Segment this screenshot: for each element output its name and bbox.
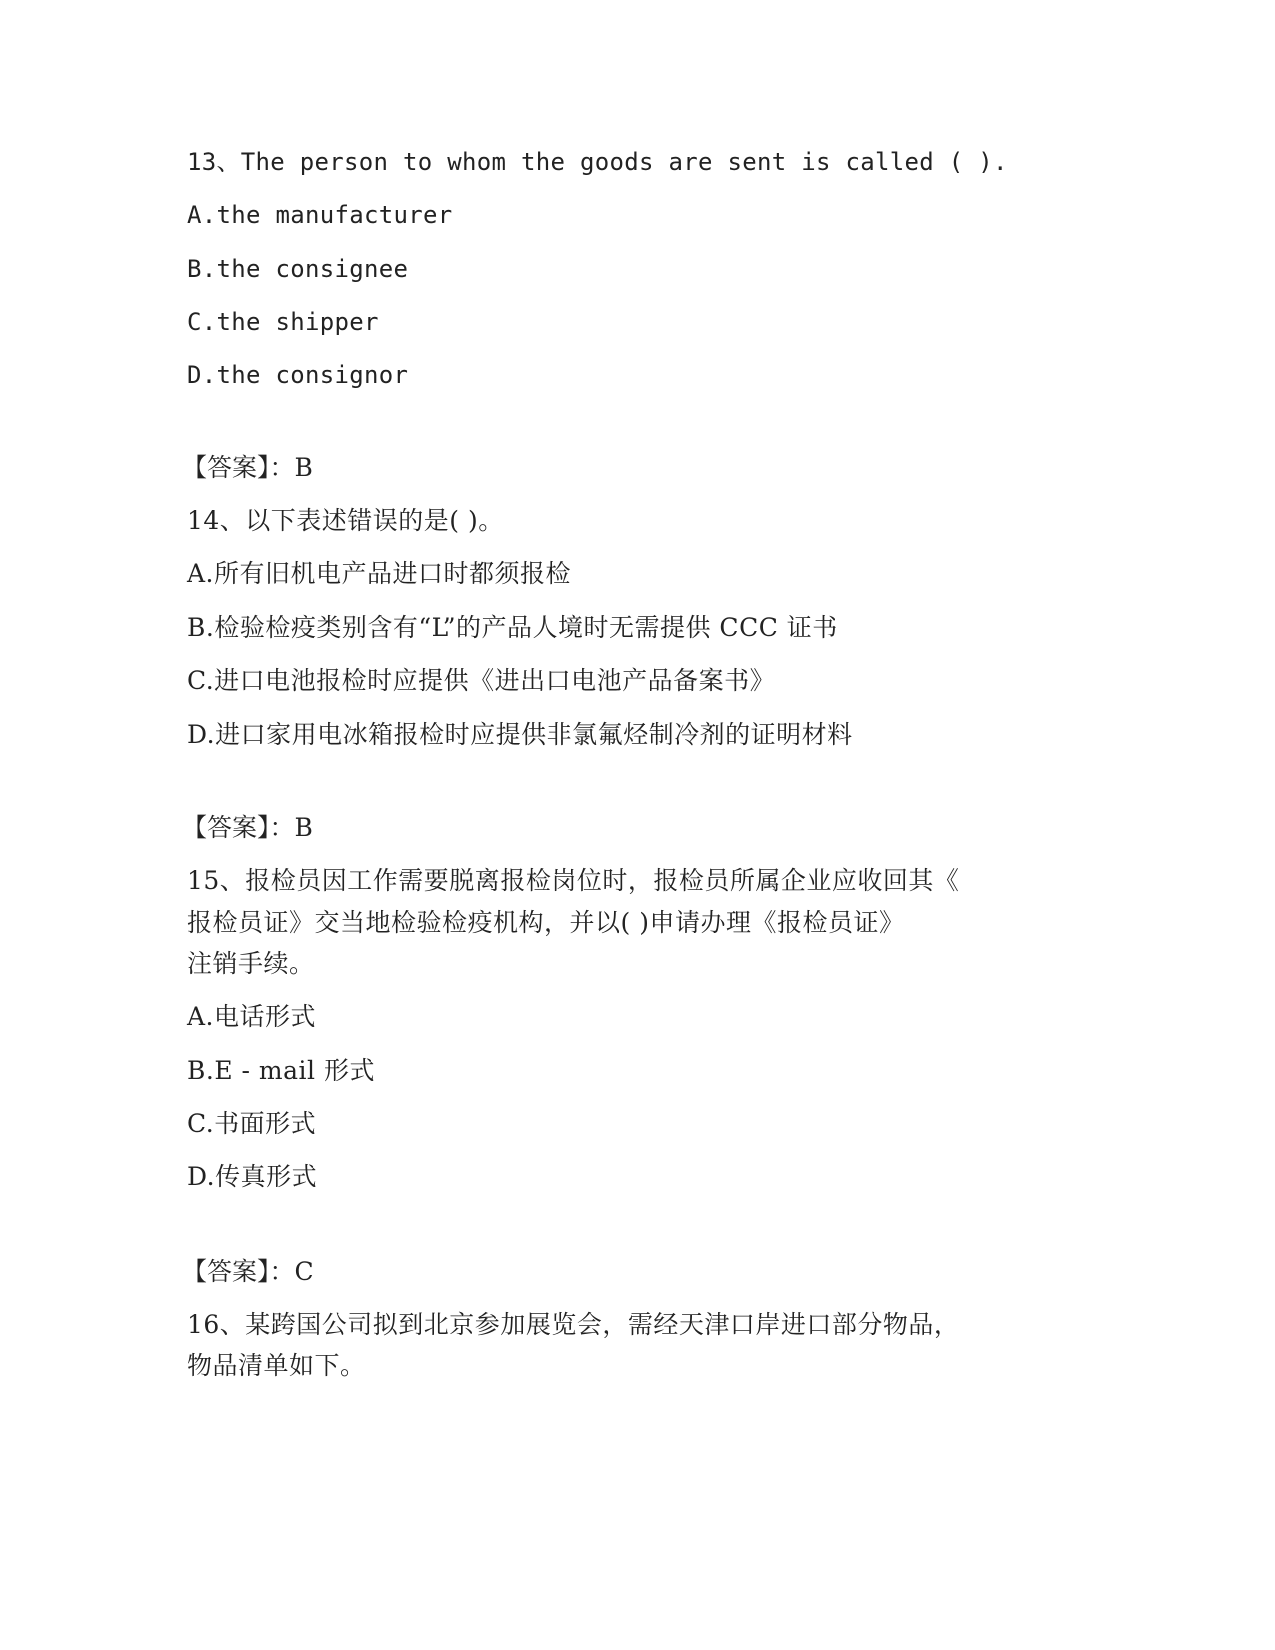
question-14-answer: 【答案】：B [182,813,313,842]
question-15-option-b: B.E - mail 形式 [187,1056,375,1085]
question-15-option-a: A.电话形式 [187,1002,317,1031]
question-14-option-d: D.进口家用电冰箱报检时应提供非氯氟烃制冷剂的证明材料 [187,720,853,749]
question-13-stem: 13、The person to whom the goods are sent is called ( ). [187,148,1008,176]
question-15-option-d: D.传真形式 [187,1162,318,1191]
question-14-stem: 14、以下表述错误的是( )。 [187,506,504,535]
question-14-option-a: A.所有旧机电产品进口时都须报检 [187,559,572,588]
question-13-option-b: B.the consignee [187,255,409,283]
question-14-option-b: B.检验检疫类别含有“L”的产品人境时无需提供 CCC 证书 [187,613,838,642]
question-16-stem-line-1: 16、某跨国公司拟到北京参加展览会，需经天津口岸进口部分物品， [187,1310,960,1339]
question-13-option-c: C.the shipper [187,308,379,336]
question-15-stem-line-1: 15、报检员因工作需要脱离报检岗位时，报检员所属企业应收回其《 [187,866,960,895]
question-16-stem-line-2: 物品清单如下。 [187,1351,366,1380]
question-14-option-c: C.进口电池报检时应提供《进出口电池产品备案书》 [187,666,776,695]
question-13-option-d: D.the consignor [187,361,409,389]
question-13-answer: 【答案】：B [182,453,313,482]
question-15-answer: 【答案】：C [182,1257,314,1286]
question-15-option-c: C.书面形式 [187,1109,317,1138]
question-15-stem-line-2: 报检员证》交当地检验检疫机构，并以( )申请办理《报检员证》 [187,908,905,937]
question-15-stem-line-3: 注销手续。 [187,949,315,978]
question-13-option-a: A.the manufacturer [187,201,453,229]
